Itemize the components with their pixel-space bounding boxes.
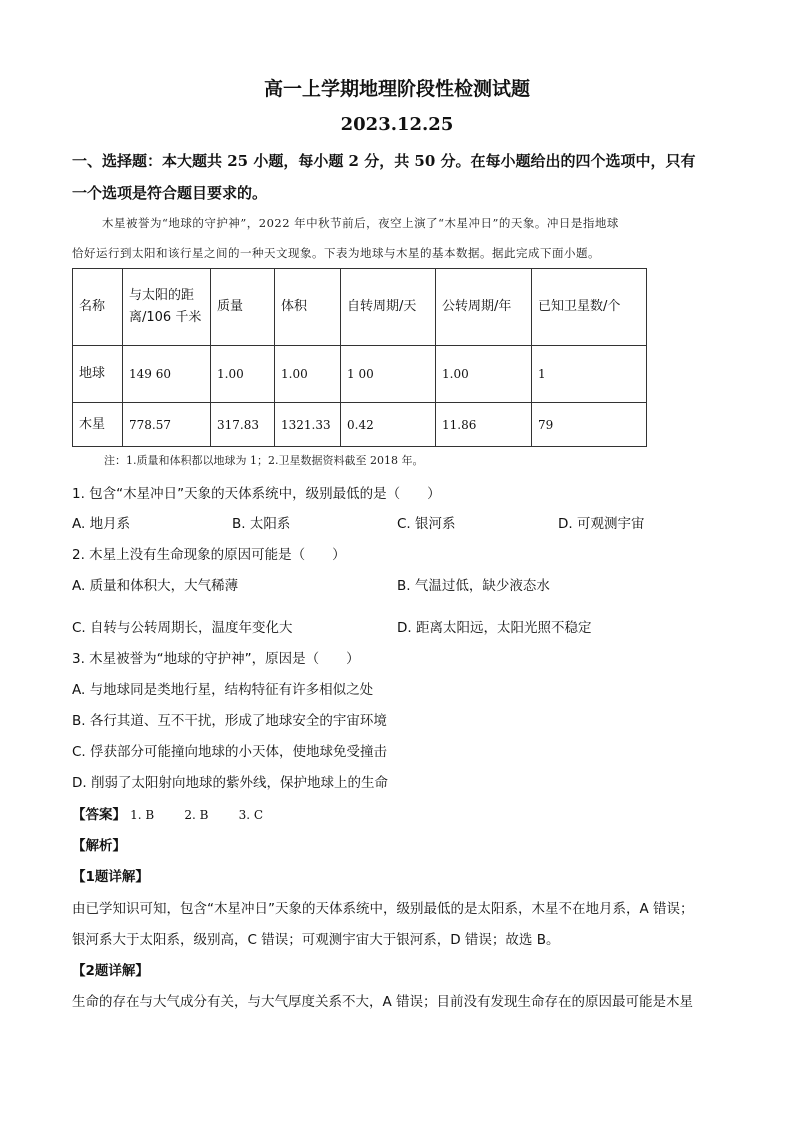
question-1-option-a: A. 地月系 — [72, 516, 131, 532]
table-header-row — [73, 269, 647, 346]
table-header-cell: 质量 — [211, 269, 275, 346]
table-cell: 1.00 — [211, 346, 275, 403]
intro-line1: 木星被誉为“地球的守护神”，2022 年中秋节前后，夜空上演了“木星冲日”的天象。冲日是指地球 — [102, 216, 619, 230]
section-heading-line1: 一、选择题：本大题共 25 小题，每小题 2 分，共 50 分。在每小题给出的四个选项中，只有 — [72, 152, 696, 170]
intro-line2: 恰好运行到太阳和该行星之间的一种天文现象。下表为地球与木星的基本数据。据此完成下面小题。 — [72, 246, 600, 260]
analysis-label: 【解析】 — [72, 838, 126, 854]
table-header-cell: 公转周期/年 — [436, 269, 532, 346]
planet-data-table — [72, 268, 647, 447]
table-cell: 地球 — [73, 346, 123, 403]
question-1-option-d: D. 可观测宇宙 — [558, 516, 645, 532]
detail-2-line1: 生命的存在与大气成分有关，与大气厚度关系不大，A 错误；目前没有发现生命存在的原因最可能是木星 — [72, 994, 694, 1010]
exam-date: 2023.12.25 — [340, 114, 454, 135]
table-header-cell: 已知卫星数/个 — [532, 269, 647, 346]
question-2-option-c: C. 自转与公转周期长，温度年变化大 — [72, 620, 293, 636]
table-header-cell: 体积 — [275, 269, 341, 346]
table-cell: 11.86 — [436, 403, 532, 447]
question-1-option-c: C. 银河系 — [397, 516, 456, 532]
question-3-option-b: B. 各行其道、互不干扰，形成了地球安全的宇宙环境 — [72, 713, 387, 729]
question-3-option-d: D. 削弱了太阳射向地球的紫外线，保护地球上的生命 — [72, 775, 388, 791]
table-row — [73, 346, 647, 403]
question-1-option-b: B. 太阳系 — [232, 516, 291, 532]
table-cell: 1.00 — [436, 346, 532, 403]
question-3-stem: 3. 木星被誉为“地球的守护神”，原因是（ ） — [72, 651, 360, 667]
table-header-cell: 与太阳的距离/106 千米 — [123, 269, 211, 346]
table-cell: 木星 — [73, 403, 123, 447]
table-cell: 778.57 — [123, 403, 211, 447]
table-cell: 317.83 — [211, 403, 275, 447]
answer-item: 2. B — [184, 808, 209, 822]
detail-1-line2: 银河系大于太阳系，级别高，C 错误；可观测宇宙大于银河系，D 错误；故选 B。 — [72, 932, 560, 948]
question-2-option-d: D. 距离太阳远，太阳光照不稳定 — [397, 620, 592, 636]
answer-item: 1. B — [130, 808, 155, 822]
question-3-option-a: A. 与地球同是类地行星，结构特征有许多相似之处 — [72, 682, 374, 698]
table-note: 注：1.质量和体积都以地球为 1；2.卫星数据资料截至 2018 年。 — [104, 454, 424, 467]
table-cell: 149 60 — [123, 346, 211, 403]
table-cell: 0.42 — [341, 403, 436, 447]
section-heading-line2: 一个选项是符合题目要求的。 — [72, 184, 268, 202]
detail-1-label: 【1题详解】 — [72, 869, 149, 885]
answer-line — [72, 803, 263, 823]
table-row — [73, 403, 647, 447]
table-cell: 1321.33 — [275, 403, 341, 447]
question-2-option-a: A. 质量和体积大，大气稀薄 — [72, 578, 239, 594]
question-1-stem: 1. 包含“木星冲日”天象的天体系统中，级别最低的是（ ） — [72, 486, 441, 502]
question-2-option-b: B. 气温过低，缺少液态水 — [397, 578, 550, 594]
question-3-option-c: C. 俘获部分可能撞向地球的小天体，使地球免受撞击 — [72, 744, 388, 760]
page-title: 高一上学期地理阶段性检测试题 — [263, 78, 530, 100]
table-cell: 79 — [532, 403, 647, 447]
question-2-stem: 2. 木星上没有生命现象的原因可能是（ ） — [72, 547, 346, 563]
detail-1-line1: 由已学知识可知，包含“木星冲日”天象的天体系统中，级别最低的是太阳系，木星不在地月系，A 错误； — [72, 901, 694, 917]
table-cell: 1 00 — [341, 346, 436, 403]
table-header-cell: 自转周期/天 — [341, 269, 436, 346]
table-cell: 1 — [532, 346, 647, 403]
table-cell: 1.00 — [275, 346, 341, 403]
detail-2-label: 【2题详解】 — [72, 963, 149, 979]
answer-item: 3. C — [238, 808, 264, 822]
answer-label: 【答案】 — [72, 807, 126, 823]
table-header-cell: 名称 — [73, 269, 123, 346]
